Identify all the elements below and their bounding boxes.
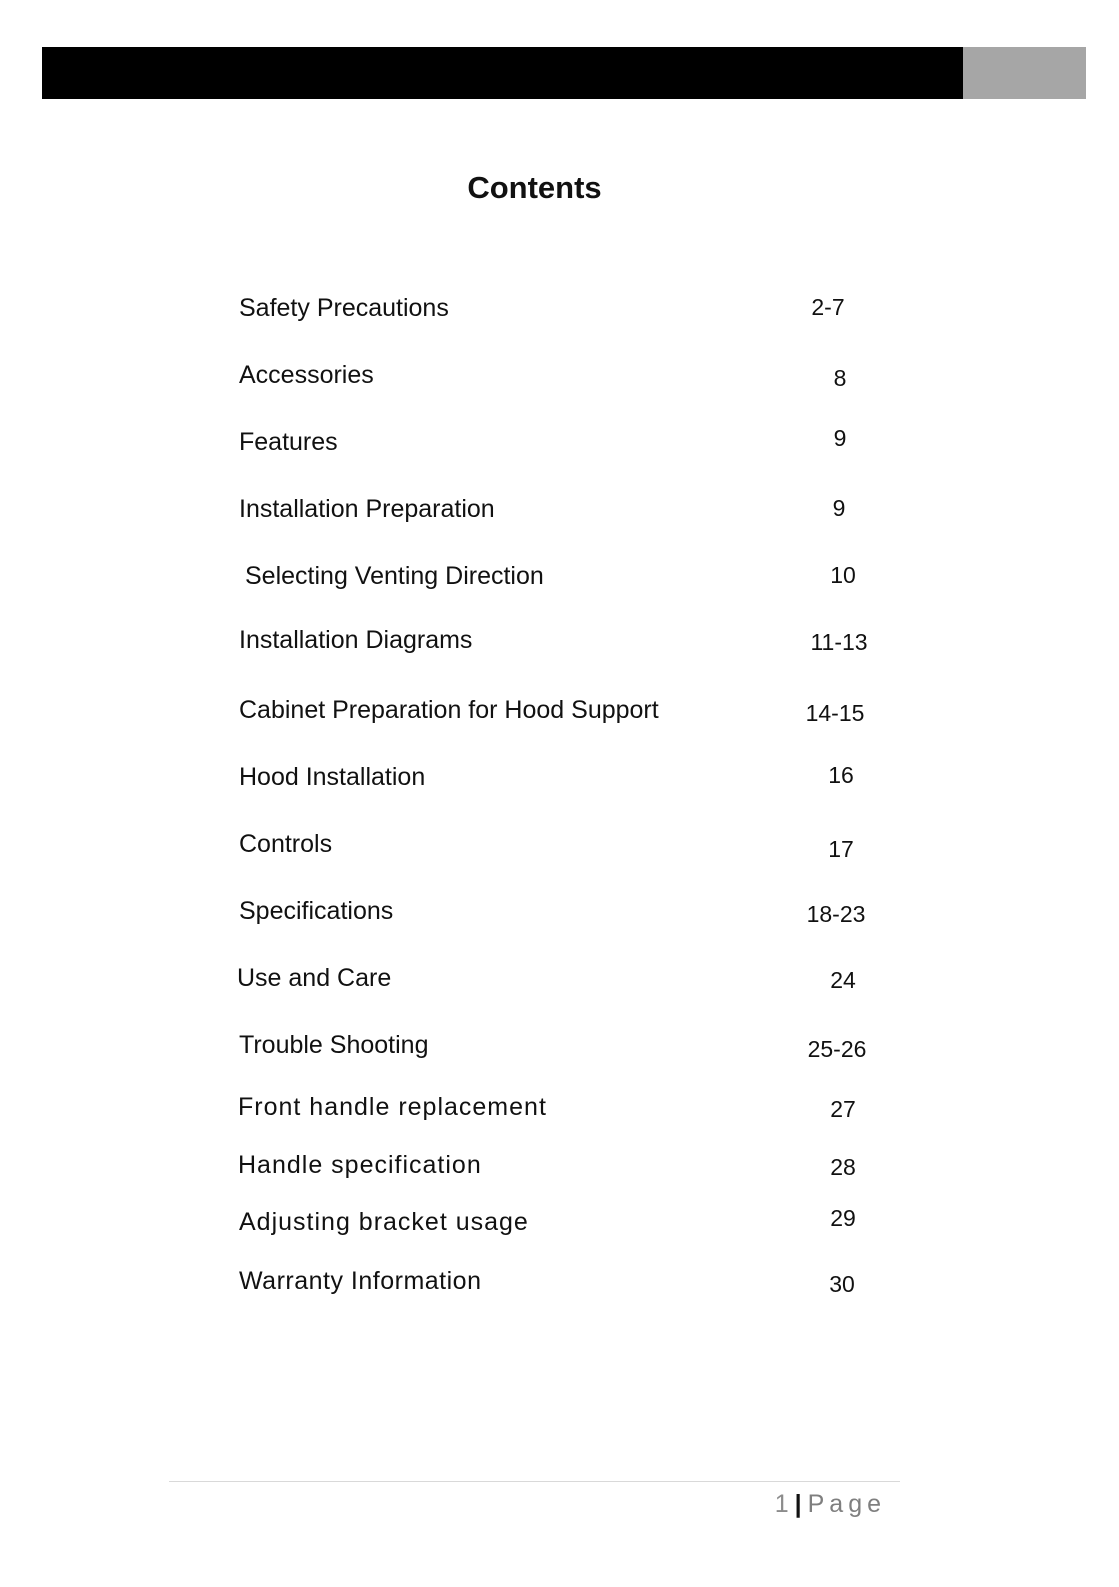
toc-entry-label: Controls xyxy=(239,830,333,858)
toc-entry-page: 25-26 xyxy=(807,1036,867,1062)
page-number-value: 1 xyxy=(774,1490,789,1518)
page-word: Page xyxy=(807,1490,886,1518)
page-number-separator: | xyxy=(794,1490,802,1518)
toc-entry-label: Adjusting bracket usage xyxy=(239,1208,529,1236)
toc-entry-label: Warranty Information xyxy=(239,1267,482,1295)
footer-divider xyxy=(169,1481,900,1482)
toc-entry-page: 17 xyxy=(828,836,854,862)
toc-entry xyxy=(0,1151,1119,1191)
toc-entry xyxy=(0,1267,1119,1307)
toc-entry-page: 9 xyxy=(833,425,847,451)
toc-entry-label: Specifications xyxy=(239,897,394,925)
page-number xyxy=(775,1490,886,1519)
toc-entry-page: 24 xyxy=(830,967,856,993)
toc-entry xyxy=(0,562,1119,602)
toc-entry-page: 10 xyxy=(830,562,856,588)
toc-entry xyxy=(0,763,1119,803)
toc-entry-label: Features xyxy=(239,428,338,456)
toc-entry-page: 18-23 xyxy=(806,901,866,927)
toc-entry xyxy=(0,1031,1119,1071)
toc-entry xyxy=(0,425,1119,468)
toc-entry-page: 8 xyxy=(833,365,847,391)
toc-entry-page: 28 xyxy=(830,1154,856,1180)
toc-entry-label: Selecting Venting Direction xyxy=(245,562,544,590)
header-bar-accent xyxy=(963,47,1086,99)
toc-entry-page: 14-15 xyxy=(805,700,865,726)
toc-entry-page: 27 xyxy=(830,1096,856,1122)
toc-entry xyxy=(0,361,1119,401)
toc-entry-page: 29 xyxy=(830,1205,856,1231)
toc-entry xyxy=(0,897,1119,937)
toc-entry xyxy=(0,294,1119,334)
toc-entry xyxy=(0,1093,1119,1133)
toc-entry xyxy=(0,626,1119,666)
toc-entry-label: Installation Preparation xyxy=(239,495,495,523)
header-bar xyxy=(42,47,963,99)
toc-entry-page: 2-7 xyxy=(811,294,845,320)
toc-entry xyxy=(0,696,1119,736)
page-title: Contents xyxy=(467,170,602,205)
toc-entry xyxy=(0,830,1119,870)
toc-entry xyxy=(0,964,1119,1004)
toc-entry-page: 16 xyxy=(828,762,854,788)
toc-entry-label: Accessories xyxy=(239,361,374,389)
toc-entry-page: 9 xyxy=(832,495,846,521)
toc-entry-label: Installation Diagrams xyxy=(239,626,473,654)
toc-entry-label: Safety Precautions xyxy=(239,294,449,322)
toc-entry-page: 30 xyxy=(829,1271,855,1297)
toc-entry xyxy=(0,1205,1119,1248)
toc-entry-label: Front handle replacement xyxy=(238,1093,547,1121)
toc-entry xyxy=(0,495,1119,535)
toc-entry-label: Handle specification xyxy=(238,1151,482,1179)
toc-entry-label: Hood Installation xyxy=(239,763,426,791)
toc-entry-label: Use and Care xyxy=(237,964,392,992)
toc-entry-label: Trouble Shooting xyxy=(239,1031,429,1059)
toc-entry-page: 11-13 xyxy=(810,629,868,655)
toc-entry-label: Cabinet Preparation for Hood Support xyxy=(239,696,659,724)
